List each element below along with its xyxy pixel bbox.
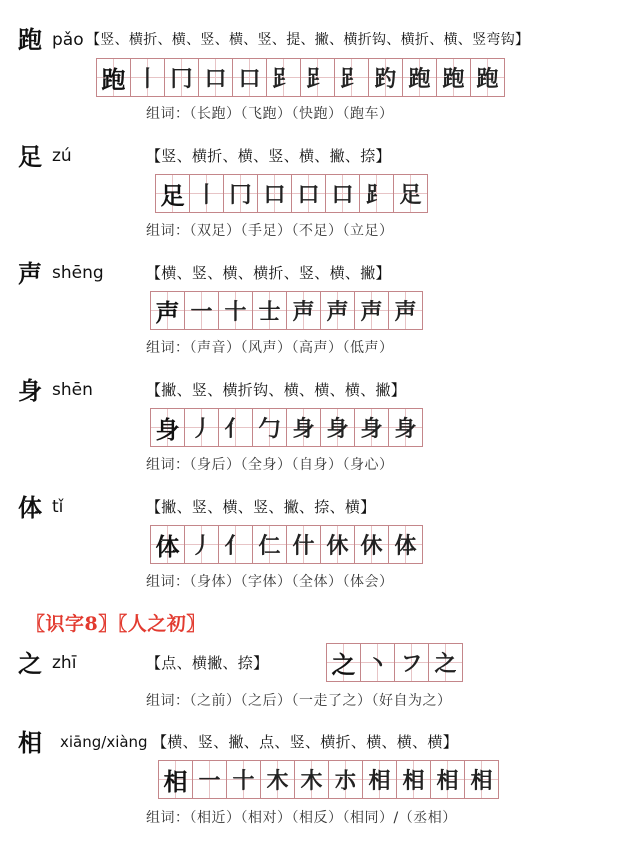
pinyin: zhī bbox=[52, 653, 77, 673]
grid-cell-step: 十 bbox=[219, 292, 253, 329]
word-list: 组词：（长跑）（飞跑）（快跑）（跑车） bbox=[146, 106, 394, 122]
stroke-grid bbox=[158, 760, 499, 799]
character: 之 bbox=[18, 649, 42, 678]
grid-cell-step: 跑 bbox=[403, 59, 437, 96]
grid-cell-step: 身 bbox=[389, 409, 422, 446]
grid-cell-step: 丿 bbox=[185, 526, 219, 563]
grid-cell-step: 声 bbox=[355, 292, 389, 329]
section-title: 〖识字8〗〖人之初〗 bbox=[26, 613, 206, 635]
stroke-grid bbox=[150, 291, 423, 330]
stroke-order: 【撇、竖、横折钩、横、横、横、撇】 bbox=[146, 381, 407, 399]
grid-cell-step: 身 bbox=[321, 409, 355, 446]
grid-cell-step: 勹 bbox=[253, 409, 287, 446]
grid-cell-step: 跑 bbox=[471, 59, 504, 96]
grid-cell-step: 𧾷 bbox=[301, 59, 335, 96]
pinyin: tǐ bbox=[52, 497, 64, 517]
stroke-order: 【横、竖、横、横折、竖、横、撇】 bbox=[146, 264, 391, 282]
grid-cell-character: 体 bbox=[151, 526, 185, 563]
grid-cell-step: 一 bbox=[185, 292, 219, 329]
grid-cell-step: 冂 bbox=[165, 59, 199, 96]
pinyin: zú bbox=[52, 146, 72, 166]
grid-cell-step: 足 bbox=[394, 175, 427, 212]
stroke-order: 【撇、竖、横、竖、撇、捺、横】 bbox=[146, 498, 376, 516]
grid-cell-step: 仁 bbox=[253, 526, 287, 563]
grid-cell-step: 休 bbox=[355, 526, 389, 563]
grid-cell-step: 冂 bbox=[224, 175, 258, 212]
stroke-grid bbox=[155, 174, 428, 213]
grid-cell-step: 𧾷 bbox=[335, 59, 369, 96]
stroke-order: 【横、竖、撇、点、竖、横折、横、横、横】 bbox=[152, 733, 459, 751]
grid-cell-step: 士 bbox=[253, 292, 287, 329]
stroke-grid bbox=[150, 525, 423, 564]
grid-cell-step: 口 bbox=[258, 175, 292, 212]
word-list: 组词：（相近）（相对）（相反）（相同）/（丞相） bbox=[146, 810, 457, 826]
grid-cell-step: 口 bbox=[233, 59, 267, 96]
pinyin: shēn bbox=[52, 380, 93, 400]
pinyin: shēng bbox=[52, 263, 104, 283]
grid-cell-step: 休 bbox=[321, 526, 355, 563]
grid-cell-character: 足 bbox=[156, 175, 190, 212]
grid-cell-step: 声 bbox=[389, 292, 422, 329]
grid-cell-step: 朩 bbox=[329, 761, 363, 798]
stroke-grid bbox=[96, 58, 505, 97]
grid-cell-step: 口 bbox=[292, 175, 326, 212]
grid-cell-step: 之 bbox=[429, 644, 462, 681]
grid-cell-step: 口 bbox=[199, 59, 233, 96]
word-list: 组词：（身后）（全身）（自身）（身心） bbox=[146, 457, 394, 473]
word-list: 组词：（之前）（之后）（一走了之）（好自为之） bbox=[146, 693, 452, 709]
grid-cell-character: 声 bbox=[151, 292, 185, 329]
grid-cell-step: 身 bbox=[355, 409, 389, 446]
grid-cell-step: 亻 bbox=[219, 526, 253, 563]
grid-cell-step: 声 bbox=[321, 292, 355, 329]
grid-cell-character: 跑 bbox=[97, 59, 131, 96]
stroke-order: 【点、横撇、捺】 bbox=[146, 654, 269, 672]
pinyin: pǎo bbox=[52, 30, 84, 50]
grid-cell-step: 相 bbox=[397, 761, 431, 798]
word-list: 组词：（双足）（手足）（不足）（立足） bbox=[146, 223, 394, 239]
grid-cell-step: 口 bbox=[326, 175, 360, 212]
grid-cell-step: 木 bbox=[295, 761, 329, 798]
grid-cell-step: 丶 bbox=[361, 644, 395, 681]
grid-cell-step: フ bbox=[395, 644, 429, 681]
grid-cell-step: 趵 bbox=[369, 59, 403, 96]
character: 体 bbox=[18, 493, 42, 522]
character: 跑 bbox=[18, 25, 42, 54]
grid-cell-step: 亻 bbox=[219, 409, 253, 446]
grid-cell-step: 十 bbox=[227, 761, 261, 798]
word-list: 组词：（声音）（风声）（高声）（低声） bbox=[146, 340, 394, 356]
grid-cell-step: 丨 bbox=[190, 175, 224, 212]
grid-cell-character: 相 bbox=[159, 761, 193, 798]
grid-cell-step: 体 bbox=[389, 526, 422, 563]
grid-cell-step: 木 bbox=[261, 761, 295, 798]
grid-cell-step: 相 bbox=[363, 761, 397, 798]
stroke-grid bbox=[326, 643, 463, 682]
word-list: 组词：（身体）（字体）（全体）（体会） bbox=[146, 574, 394, 590]
stroke-order: 【竖、横折、横、竖、横、撇、捺】 bbox=[146, 147, 391, 165]
character: 足 bbox=[18, 142, 42, 171]
grid-cell-step: 相 bbox=[465, 761, 498, 798]
stroke-grid bbox=[150, 408, 423, 447]
character: 声 bbox=[18, 259, 42, 288]
grid-cell-step: ⻊ bbox=[360, 175, 394, 212]
grid-cell-step: 声 bbox=[287, 292, 321, 329]
stroke-order: 【竖、横折、横、竖、横、竖、提、撇、横折钩、横折、横、竖弯钩】 bbox=[86, 32, 530, 48]
grid-cell-step: 身 bbox=[287, 409, 321, 446]
grid-cell-step: 𧾷 bbox=[267, 59, 301, 96]
character: 身 bbox=[18, 376, 42, 405]
grid-cell-step: 丿 bbox=[185, 409, 219, 446]
grid-cell-step: 丨 bbox=[131, 59, 165, 96]
grid-cell-step: 一 bbox=[193, 761, 227, 798]
character: 相 bbox=[18, 728, 42, 757]
grid-cell-step: 相 bbox=[431, 761, 465, 798]
grid-cell-character: 身 bbox=[151, 409, 185, 446]
pinyin: xiāng/xiàng bbox=[60, 733, 148, 751]
grid-cell-step: 跑 bbox=[437, 59, 471, 96]
grid-cell-character: 之 bbox=[327, 644, 361, 681]
grid-cell-step: 什 bbox=[287, 526, 321, 563]
